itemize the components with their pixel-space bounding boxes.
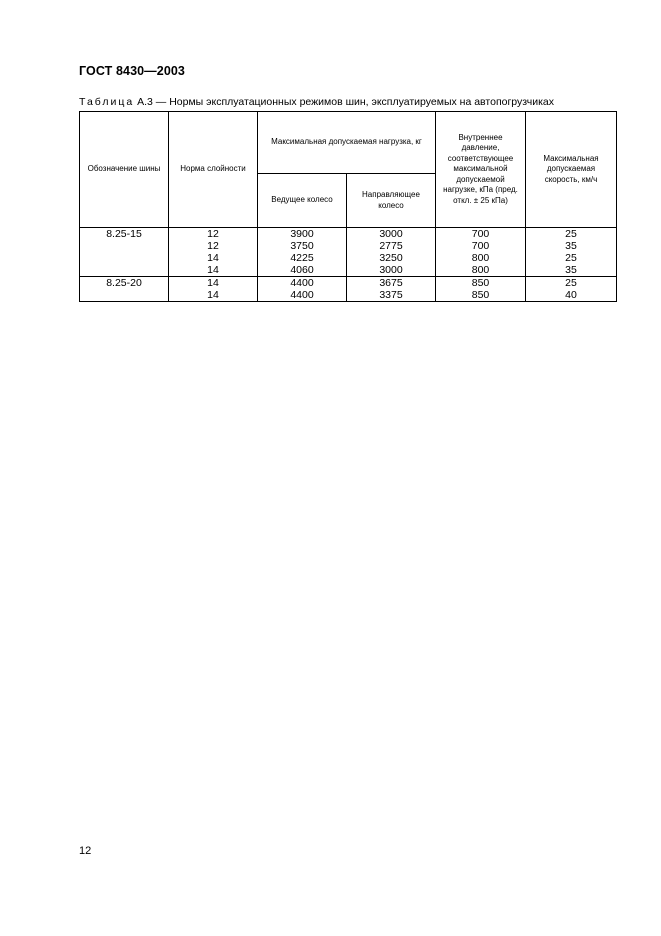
header-max-load: Максимальная допускаемая нагрузка, кг [258,112,436,174]
ply-value: 14 [207,289,219,301]
pressure-value: 800 [471,252,490,264]
pressure-cell [436,277,526,302]
steer-load-value: 3250 [379,252,403,264]
steer-load-cell [347,277,436,302]
table-caption-prefix: Таблица [79,96,135,108]
pressure-value: 850 [471,277,490,289]
speed-value: 25 [565,252,577,264]
ply-value: 14 [207,252,219,264]
speed-value: 35 [565,240,577,252]
header-designation: Обозначение шины [80,112,169,228]
table-caption [79,96,554,108]
steer-load-value: 3675 [379,277,403,289]
speed-value: 25 [565,277,577,289]
header-drive-wheel: Ведущее колесо [258,174,347,228]
steer-load-cell [347,228,436,277]
ply-value: 14 [207,277,219,289]
drive-load-cell [258,228,347,277]
header-steer-wheel: Направляющее колесо [347,174,436,228]
pressure-value: 850 [471,289,490,301]
drive-load-value: 3750 [290,240,314,252]
drive-load-value: 4400 [290,289,314,301]
ply-rating-cell [169,277,258,302]
steer-load-value: 3000 [379,228,403,240]
speed-value: 25 [565,228,577,240]
steer-load-value: 2775 [379,240,403,252]
drive-load-value: 4225 [290,252,314,264]
pressure-value: 700 [471,240,490,252]
tire-designation: 8.25-15 [80,228,169,277]
table-row-group [80,228,617,277]
tire-designation: 8.25-20 [80,277,169,302]
header-pressure: Внутреннее давление, соответствующее максимальной допускаемой нагрузке, кПа (пред. откл. ± 25 кПа) [436,112,526,228]
speed-value: 35 [565,264,577,276]
table-row-group [80,277,617,302]
drive-load-value: 4400 [290,277,314,289]
drive-load-value: 3900 [290,228,314,240]
tire-norms-table [79,111,617,302]
pressure-value: 700 [471,228,490,240]
header-ply-rating: Норма слойности [169,112,258,228]
ply-value: 12 [207,240,219,252]
drive-load-value: 4060 [290,264,314,276]
steer-load-value: 3000 [379,264,403,276]
steer-load-value: 3375 [379,289,403,301]
header-speed: Максимальная допускаемая скорость, км/ч [526,112,617,228]
speed-cell [526,277,617,302]
speed-cell [526,228,617,277]
pressure-cell [436,228,526,277]
table-caption-text: А.3 — Нормы эксплуатационных режимов шин, эксплуатируемых на автопогрузчиках [137,96,554,108]
drive-load-cell [258,277,347,302]
speed-value: 40 [565,289,577,301]
ply-value: 14 [207,264,219,276]
pressure-value: 800 [471,264,490,276]
page-number: 12 [79,845,92,857]
document-title: ГОСТ 8430—2003 [79,64,185,78]
ply-rating-cell [169,228,258,277]
ply-value: 12 [207,228,219,240]
